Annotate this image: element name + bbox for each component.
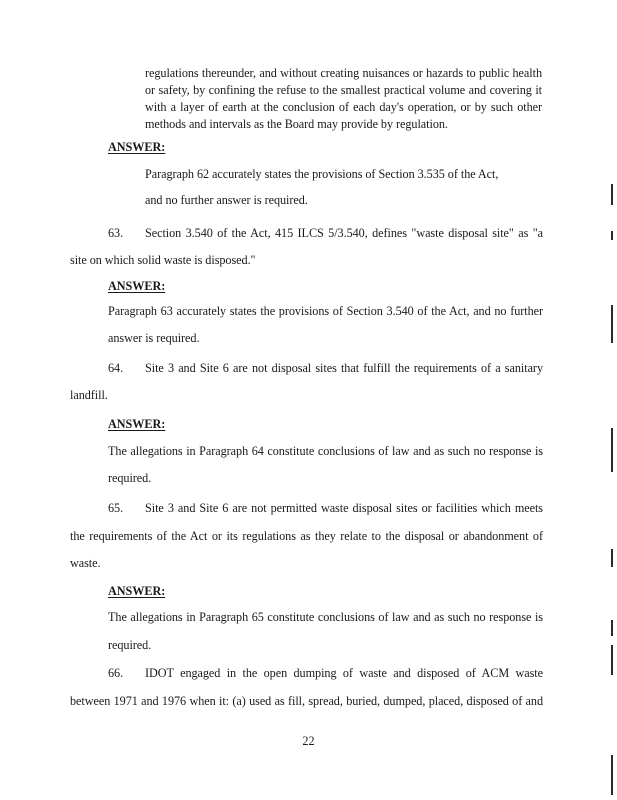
answer-heading-62: ANSWER: bbox=[108, 140, 166, 154]
answer-64-line-2: required. bbox=[108, 471, 152, 485]
answer-heading-64: ANSWER: bbox=[108, 417, 166, 431]
paragraph-65-text: Site 3 and Site 6 are not permitted waste disposal sites or facilities which meets bbox=[145, 501, 543, 515]
paragraph-66-text: IDOT engaged in the open dumping of waste and disposed of ACM waste bbox=[145, 666, 543, 680]
margin-mark bbox=[611, 184, 613, 205]
paragraph-65-line-3: waste. bbox=[70, 556, 101, 570]
quote-line-2: or safety, by confining the refuse to the smallest practical volume and covering it bbox=[145, 83, 542, 97]
answer-heading-63: ANSWER: bbox=[108, 279, 166, 293]
paragraph-65-number: 65. bbox=[108, 501, 124, 515]
page-number: 22 bbox=[302, 734, 315, 748]
margin-mark bbox=[611, 755, 613, 795]
quote-line-3: with a layer of earth at the conclusion of each day's operation, or by such other bbox=[145, 100, 542, 114]
margin-mark bbox=[611, 305, 613, 343]
paragraph-64-text: Site 3 and Site 6 are not disposal sites that fulfill the requirements of a sanitary bbox=[145, 361, 543, 375]
paragraph-65-line-2: the requirements of the Act or its regulations as they relate to the disposal or abandonment of bbox=[70, 529, 543, 543]
answer-64-line-1: The allegations in Paragraph 64 constitute conclusions of law and as such no response is bbox=[108, 444, 543, 458]
answer-65-line-2: required. bbox=[108, 638, 152, 652]
margin-mark bbox=[611, 549, 613, 567]
paragraph-63-number: 63. bbox=[108, 226, 124, 240]
paragraph-66-number: 66. bbox=[108, 666, 124, 680]
answer-65-line-1: The allegations in Paragraph 65 constitute conclusions of law and as such no response is bbox=[108, 610, 543, 624]
quote-line-1: regulations thereunder, and without creating nuisances or hazards to public health bbox=[145, 66, 542, 80]
paragraph-63-line-1 bbox=[108, 226, 543, 241]
paragraph-64-number: 64. bbox=[108, 361, 124, 375]
paragraph-64-line-1 bbox=[108, 361, 543, 376]
margin-mark bbox=[611, 645, 613, 675]
margin-mark bbox=[611, 428, 613, 472]
paragraph-64-line-2: landfill. bbox=[70, 388, 108, 402]
answer-62-line-1: Paragraph 62 accurately states the provisions of Section 3.535 of the Act, bbox=[145, 167, 499, 181]
paragraph-63-line-2: site on which solid waste is disposed." bbox=[70, 253, 256, 267]
answer-63-line-2: answer is required. bbox=[108, 331, 200, 345]
margin-mark bbox=[611, 231, 613, 240]
margin-mark bbox=[611, 620, 613, 636]
paragraph-66-line-1 bbox=[108, 666, 543, 681]
answer-63-line-1: Paragraph 63 accurately states the provisions of Section 3.540 of the Act, and no further bbox=[108, 304, 543, 318]
paragraph-63-text: Section 3.540 of the Act, 415 ILCS 5/3.540, defines "waste disposal site" as "a bbox=[145, 226, 543, 240]
answer-62-line-2: and no further answer is required. bbox=[145, 193, 308, 207]
answer-heading-65: ANSWER: bbox=[108, 584, 166, 598]
paragraph-65-line-1 bbox=[108, 501, 543, 516]
paragraph-66-line-2: between 1971 and 1976 when it: (a) used as fill, spread, buried, dumped, placed, disposed of and bbox=[70, 694, 543, 708]
quote-line-4: methods and intervals as the Board may provide by regulation. bbox=[145, 117, 448, 131]
